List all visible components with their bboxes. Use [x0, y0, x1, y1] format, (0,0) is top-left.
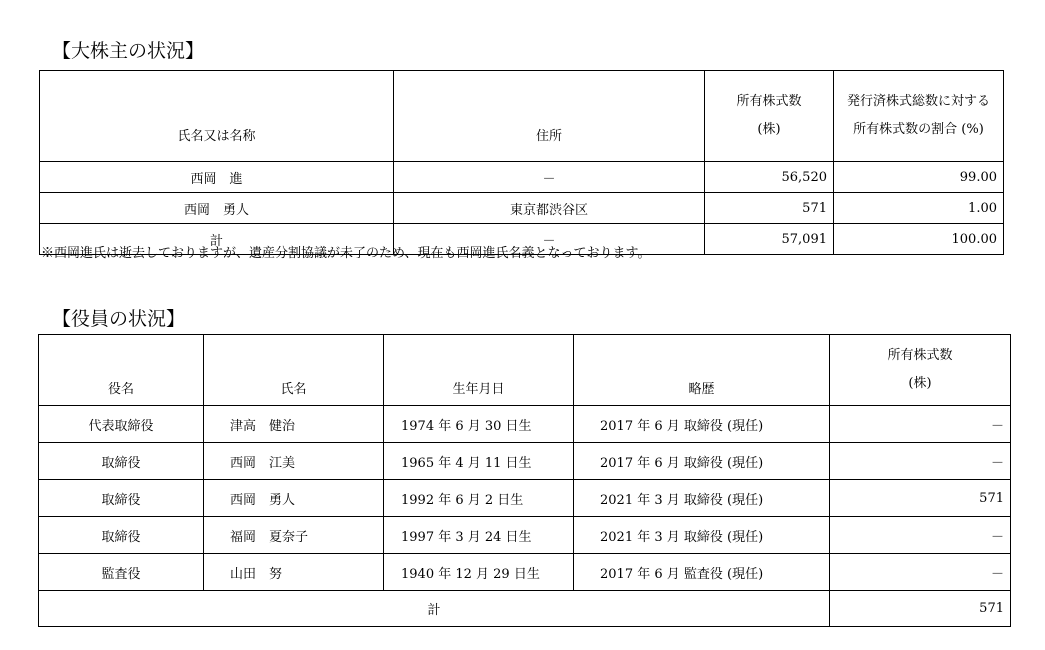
officer-position: 取締役	[39, 517, 204, 554]
table-row	[40, 193, 1004, 224]
header-career: 略歴	[574, 335, 830, 406]
shareholder-shares: 571	[705, 193, 834, 224]
officer-career: 2021 年 3 月 取締役 (現任)	[574, 517, 830, 554]
officer-shares: －	[830, 517, 1011, 554]
total-label: 計	[40, 224, 394, 255]
header-position: 役名	[39, 335, 204, 406]
table-row	[39, 480, 1011, 517]
officer-position: 取締役	[39, 443, 204, 480]
major-shareholders-title: 【大株主の状況】	[52, 40, 205, 62]
officer-birth: 1965 年 4 月 11 日生	[384, 443, 574, 480]
shareholder-name: 西岡 勇人	[40, 193, 394, 224]
officer-name: 西岡 勇人	[204, 480, 384, 517]
officer-birth: 1992 年 6 月 2 日生	[384, 480, 574, 517]
table-row	[40, 162, 1004, 193]
officer-birth: 1940 年 12 月 29 日生	[384, 554, 574, 591]
table-header-row	[39, 335, 1011, 406]
major-shareholders-table	[39, 70, 1004, 255]
header-birth: 生年月日	[384, 335, 574, 406]
officer-shares: 571	[830, 480, 1011, 517]
officer-position: 監査役	[39, 554, 204, 591]
officer-birth: 1997 年 3 月 24 日生	[384, 517, 574, 554]
officers-table	[38, 334, 1011, 627]
shareholder-address: 東京都渋谷区	[394, 193, 705, 224]
officer-name: 津高 健治	[204, 406, 384, 443]
shareholder-name: 西岡 進	[40, 162, 394, 193]
officers-total-shares: 571	[830, 591, 1011, 627]
header-shares-line1: 所有株式数	[736, 94, 802, 109]
table-row	[39, 443, 1011, 480]
officer-position: 取締役	[39, 480, 204, 517]
table-row	[39, 554, 1011, 591]
header-officer-shares	[830, 335, 1011, 406]
officer-career: 2017 年 6 月 取締役 (現任)	[574, 406, 830, 443]
officer-birth: 1974 年 6 月 30 日生	[384, 406, 574, 443]
shareholder-ratio: 1.00	[834, 193, 1004, 224]
officer-name: 西岡 江美	[204, 443, 384, 480]
shareholder-address: －	[394, 162, 705, 193]
officer-name: 山田 努	[204, 554, 384, 591]
total-row	[39, 591, 1011, 627]
officer-career: 2017 年 6 月 取締役 (現任)	[574, 443, 830, 480]
officers-title: 【役員の状況】	[52, 308, 186, 330]
officer-name: 福岡 夏奈子	[204, 517, 384, 554]
officer-career: 2021 年 3 月 取締役 (現任)	[574, 480, 830, 517]
table-row	[39, 517, 1011, 554]
header-officer-shares-line2: (株)	[908, 376, 932, 391]
officer-shares: －	[830, 406, 1011, 443]
header-officer-name: 氏名	[204, 335, 384, 406]
total-shares: 57,091	[705, 224, 834, 255]
table-header-row	[40, 71, 1004, 162]
header-shares	[705, 71, 834, 162]
officer-shares: －	[830, 554, 1011, 591]
header-name: 氏名又は名称	[40, 71, 394, 162]
header-ratio	[834, 71, 1004, 162]
officer-career: 2017 年 6 月 監査役 (現任)	[574, 554, 830, 591]
table-row	[39, 406, 1011, 443]
officer-position: 代表取締役	[39, 406, 204, 443]
header-shares-line2: (株)	[757, 122, 781, 137]
officer-shares: －	[830, 443, 1011, 480]
shareholder-note: ※西岡進氏は逝去しておりますが、遺産分割協議が未了のため、現在も西岡進氏名義となっております。	[41, 246, 651, 261]
header-ratio-line1: 発行済株式総数に対する	[846, 94, 990, 109]
header-officer-shares-line1: 所有株式数	[887, 348, 953, 363]
officers-total-label: 計	[39, 591, 830, 627]
header-ratio-line2: 所有株式数の割合 (%)	[853, 122, 984, 137]
shareholder-shares: 56,520	[705, 162, 834, 193]
total-ratio: 100.00	[834, 224, 1004, 255]
header-address: 住所	[394, 71, 705, 162]
total-address: －	[394, 224, 705, 255]
shareholder-ratio: 99.00	[834, 162, 1004, 193]
